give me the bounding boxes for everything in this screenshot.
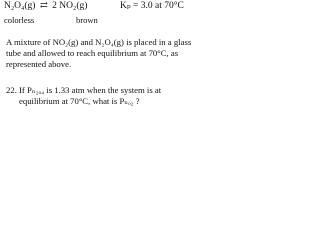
question-number: 22. (6, 85, 17, 95)
reactant-color-label: colorless (4, 15, 35, 25)
question-text-line1: If Pₙ₂ₒ₄ is 1.33 atm when the system is at (19, 85, 162, 95)
question-text-line2: equilibrium at 70°C, what is Pₙₒ₂ ? (19, 96, 140, 106)
kp-value: Kₚ = 3.0 at 70°C (120, 1, 184, 11)
intro-paragraph: A mixture of NO₂(g) and N₂O₄(g) is placed in a glass tube and allowed to reach equilibrium at 70°C, as represented above. (6, 37, 192, 69)
document-page (0, 0, 200, 124)
reaction-equation (4, 0, 87, 11)
equilibrium-arrow: ⇄ (39, 1, 48, 11)
product-color-label: brown (76, 15, 98, 25)
equation-right: 2 NO₂(g) (52, 1, 88, 11)
question-block (6, 85, 198, 107)
equation-left: N₂O₄(g) (4, 1, 36, 11)
